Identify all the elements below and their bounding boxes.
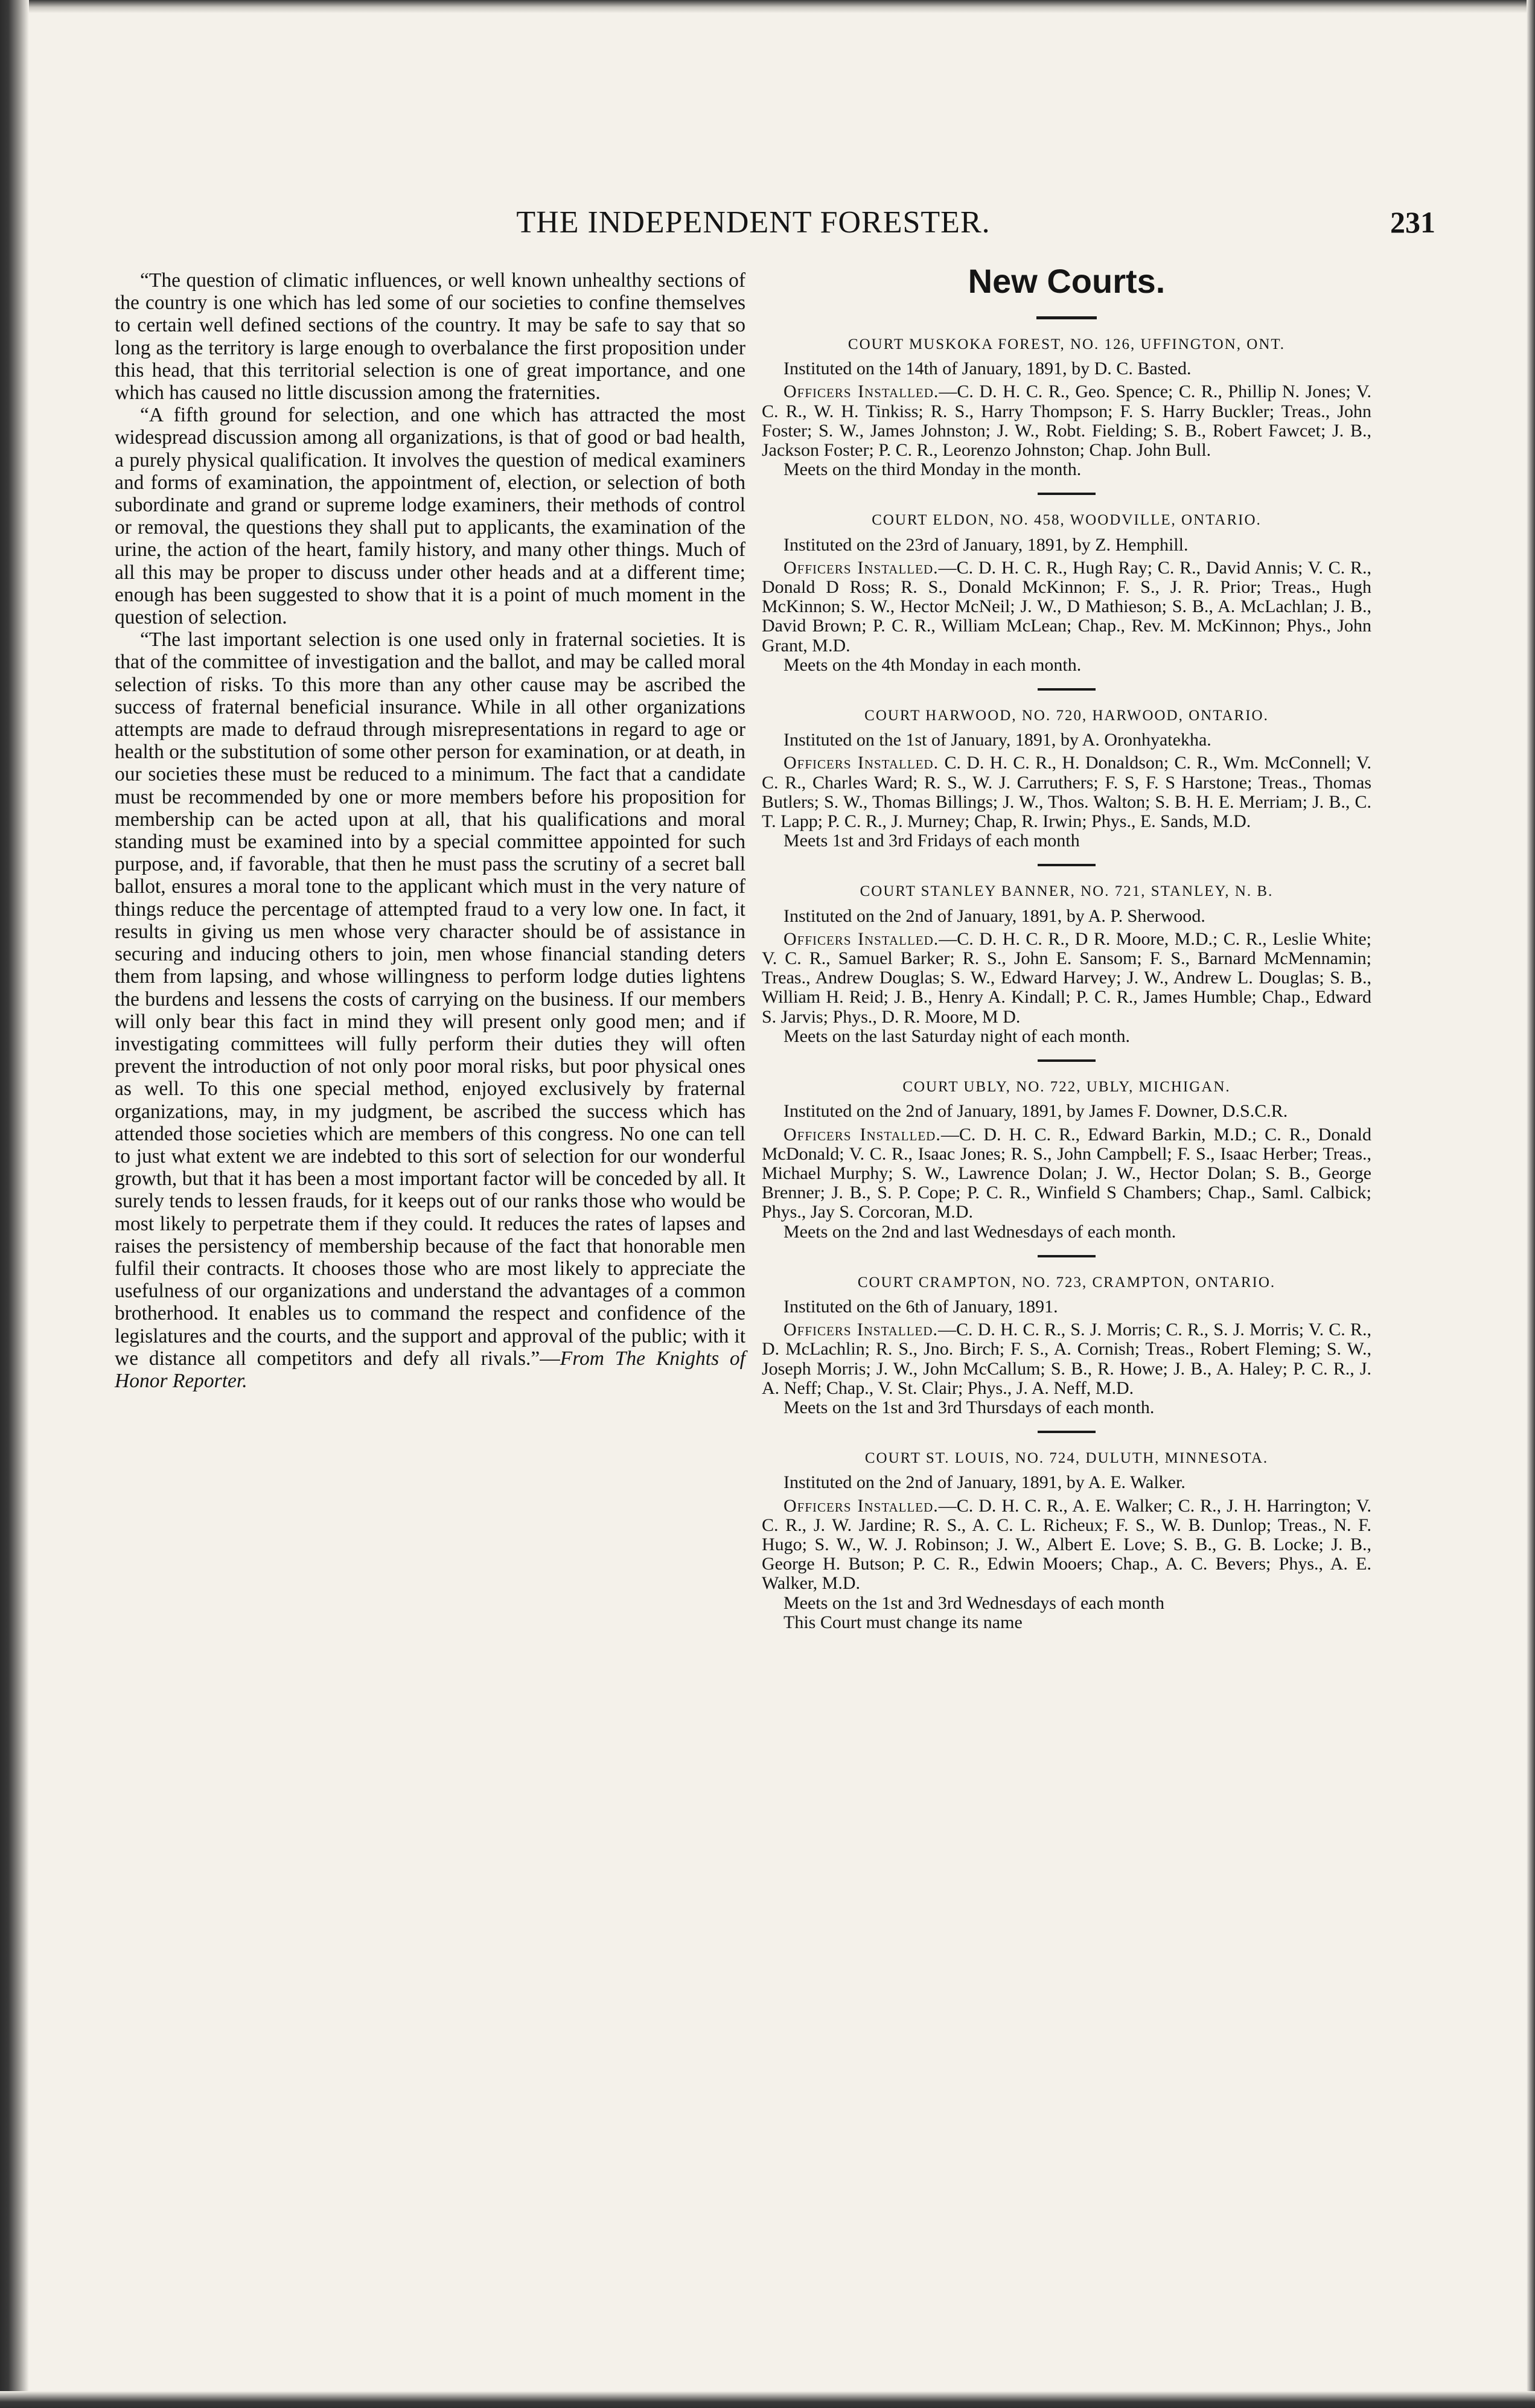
court-entry xyxy=(762,1273,1371,1417)
heading-rule xyxy=(1036,316,1097,319)
court-instituted: Instituted on the 6th of January, 1891. xyxy=(783,1296,1058,1317)
court-officers xyxy=(762,1496,1371,1594)
court-meetings: Meets on the third Monday in the month. xyxy=(783,459,1082,480)
court-instituted: Instituted on the 1st of January, 1891, by A. Oronhyatekha. xyxy=(783,730,1211,750)
court-name: COURT UBLY, NO. 722, UBLY, MICHIGAN. xyxy=(902,1079,1231,1096)
court-entry xyxy=(762,335,1371,479)
court-meetings: Meets on the 1st and 3rd Wednesdays of each month xyxy=(783,1592,1165,1613)
article-attribution: From The Knights of Honor Reporter. xyxy=(115,1347,745,1392)
court-name: COURT HARWOOD, NO. 720, HARWOOD, ONTARIO. xyxy=(864,707,1269,724)
officers-label: Officers Installed. xyxy=(783,557,939,578)
officers-list: —C. D. H. C. R., Hugh Ray; C. R., David Annis; V. C. R., Donald D Ross; R. S., Donald McKinnon; F. S., J. R. Prior; Treas., Hugh McKinnon; S. W., Hector McNeil; J. W., D Mathieson; S. B., A. McLachlan; J. B., David Brown; P. C. R., William McLean; Chap., Rev. M. McKinnon; Phys., John Grant, M.D. xyxy=(762,557,1371,656)
scan-edge-left xyxy=(0,0,29,2408)
scan-edge-right xyxy=(1527,0,1535,2408)
court-instituted: Instituted on the 2nd of January, 1891, by A. E. Walker. xyxy=(783,1472,1186,1493)
article-paragraph: “The question of climatic influences, or well known unhealthy sections of the country is one which has led some of our societies to confine themselves to certain well defined sections of the country. It may be safe to say that so long as the territory is large enough to overbalance the first proposition under this head, that this territorial selection is one of great importance, and one which has caused no little discussion among the fraternities. xyxy=(115,269,745,404)
court-entry xyxy=(762,1078,1371,1242)
court-officers xyxy=(762,558,1371,656)
officers-label: Officers Installed. xyxy=(783,382,939,402)
court-officers xyxy=(762,930,1371,1027)
court-name: COURT ST. LOUIS, NO. 724, DULUTH, MINNESOTA. xyxy=(864,1450,1269,1467)
journal-title: THE INDEPENDENT FORESTER. xyxy=(516,205,991,240)
court-entry xyxy=(762,1449,1371,1632)
officers-list: C. D. H. C. R., H. Donaldson; C. R., Wm. McConnell; V. C. R., Charles Ward; R. S., W. J. Carruthers; F. S, F. S Harstone; Treas., Thomas Butlers; S. W., Thomas Billings; J. W., Thos. Walton; S. B. H. E. Merriam; J. B., C. T. Lapp; P. C. R., J. Murney; Chap, R. Irwin; Phys., E. Sands, M.D. xyxy=(762,753,1371,832)
article-paragraph xyxy=(115,628,745,1392)
court-entry xyxy=(762,882,1371,1046)
court-name: COURT STANLEY BANNER, NO. 721, STANLEY, N. B. xyxy=(860,883,1274,900)
officers-label: Officers Installed. xyxy=(783,753,939,773)
court-divider xyxy=(1038,1431,1096,1433)
court-name: COURT CRAMPTON, NO. 723, CRAMPTON, ONTARIO. xyxy=(857,1274,1276,1291)
court-entry xyxy=(762,706,1371,851)
court-meetings: Meets on the 1st and 3rd Thursdays of each month. xyxy=(783,1397,1155,1417)
officers-list: —C. D. H. C. R., Geo. Spence; C. R., Phillip N. Jones; V. C. R., W. H. Tinkiss; R. S., Harry Thompson; F. S. Harry Buckler; Treas., John Foster; S. W., James Johnston; J. W., Robt. Fielding; S. B., Robert Fawcet; J. B., Jackson Foster; P. C. R., Leorenzo Johnston; Chap. John Bull. xyxy=(762,382,1371,461)
court-meetings: Meets on the 2nd and last Wednesdays of each month. xyxy=(783,1221,1176,1242)
court-meetings: Meets 1st and 3rd Fridays of each month xyxy=(783,831,1080,851)
scan-edge-bottom xyxy=(0,2391,1535,2408)
court-entry xyxy=(762,511,1371,675)
section-heading: New Courts. xyxy=(968,262,1166,300)
page-header xyxy=(150,202,1435,244)
court-instituted: Instituted on the 2nd of January, 1891, by James F. Downer, D.S.C.R. xyxy=(783,1101,1288,1122)
officers-label: Officers Installed. xyxy=(783,1495,939,1516)
court-note: This Court must change its name xyxy=(783,1612,1023,1632)
court-divider xyxy=(1038,1255,1096,1257)
officers-list: —C. D. H. C. R., A. E. Walker; C. R., J. H. Harrington; V. C. R., J. W. Jardine; R. S., A. C. L. Richeux; F. S., W. B. Dunlop; Treas., N. F. Hugo; S. W., W. J. Robinson; J. W., Albert E. Love; S. B., G. B. Locke; J. B., George H. Butson; P. C. R., Edwin Mooers; Chap., A. C. Bevers; Phys., A. E. Walker, M.D. xyxy=(762,1495,1371,1594)
article-column xyxy=(115,269,745,1392)
officers-list: —C. D. H. C. R., S. J. Morris; C. R., S. J. Morris; V. C. R., D. McLachlin; R. S., Jno. Birch; F. S., A. Cornish; Treas., Robert Fleming; S. W., Joseph Morris; J. W., John McCallum; S. B., R. Howe; J. B., A. Haley; P. C. R., J. A. Neff; Chap., V. St. Clair; Phys., J. A. Neff, M.D. xyxy=(762,1320,1371,1398)
court-name: COURT ELDON, NO. 458, WOODVILLE, ONTARIO. xyxy=(872,512,1262,529)
court-instituted: Instituted on the 2nd of January, 1891, by A. P. Sherwood. xyxy=(783,905,1205,926)
court-divider xyxy=(1038,688,1096,691)
court-divider xyxy=(1038,864,1096,866)
officers-list: —C. D. H. C. R., D R. Moore, M.D.; C. R., Leslie White; V. C. R., Samuel Barker; R. S., John E. Sansom; F. S., Barnard McMennamin; Treas., Andrew Douglas; S. W., Edward Harvey; J. W., Andrew L. Douglas; S. B., William H. Reid; J. B., Henry A. Kindall; P. C. R., James Humble; Chap., Edward S. Jarvis; Phys., D. R. Moore, M D. xyxy=(762,928,1371,1027)
court-officers xyxy=(762,1320,1371,1398)
court-instituted: Instituted on the 23rd of January, 1891, by Z. Hemphill. xyxy=(783,534,1189,555)
article-paragraph: “A fifth ground for selection, and one which has attracted the most widespread discussion among all organizations, is that of good or bad health, a purely physical qualification. It involves the question of medical examiners and forms of examination, the appointment of, election, or selection of both subordinate and grand or supreme lodge examiners, their methods of control or removal, the questions they shall put to applicants, the examination of the urine, the action of the heart, family history, and many other things. Much of all this may be proper to discuss under other heads and at a different time; enough has been suggested to show that it is a point of much moment in the question of selection. xyxy=(115,404,745,629)
officers-label: Officers Installed. xyxy=(783,1320,939,1340)
scan-edge-top xyxy=(0,0,1535,13)
officers-list: —C. D. H. C. R., Edward Barkin, M.D.; C. R., Donald McDonald; V. C. R., Isaac Jones; R. S., John Campbell; F. S., Isaac Herber; Treas., Michael Murphy; S. W., Lawrence Dolan; J. W., Hector Dolan; S. B., George Brenner; J. B., S. P. Cope; P. C. R., Winfield S Chambers; Chap., Saml. Calbick; Phys., Jay S. Corcoran, M.D. xyxy=(762,1124,1371,1222)
article-paragraph-text: “The last important selection is one used only in fraternal societies. It is that of the committee of investigation and the ballot, and may be called moral selection of risks. To this more than any other cause may be ascribed the success of fraternal beneficial insurance. While in all other organizations attempts are made to defraud through misrepresentations in regard to age or health or the substitution of some other person for examination, or at death, in our societies these must be reduced to a minimum. The fact that a candidate must be recommended by one or more members before his proposition for membership can be acted upon at all, that his qualifications and moral standing must be examined into by a special committee appointed for such purpose, and, if favorable, that then he must pass the scrutiny of a secret ball ballot, ensures a moral tone to the applicant which must in the very nature of things reduce the percentage of attempted fraud to a very low one. In fact, it results in giving us men whose very character should be of assistance in securing and inducing others to join, men whose financial standing deters them from lapsing, and whose willingness to perform lodge duties lightens the burdens and lessens the costs of carrying on the business. If our members will only bear this fact in mind they will present only good men; and if investigating committees will fully perform their duties they will often prevent the introduction of not only poor moral risks, but poor physical ones as well. To this one special method, enjoyed exclusively by fraternal organizations, may, in my judgment, be ascribed the success which has attended those societies which are members of this congress. No one can tell to just what extent we are indebted to this sort of selection for our wonderful growth, but that it has been a most important factor will be conceded by all. It surely tends to lessen frauds, for it keeps out of our ranks those who would be most likely to perpetrate them if they could. It reduces the rates of lapses and raises the persistency of membership because of the fact that honorable men fulfil their contracts. It chooses those who are most likely to appreciate the usefulness of our organizations and understand the advantages of a common brotherhood. It enables us to command the respect and confidence of the legislatures and the courts, and the support and approval of the public; with it we distance all competitors and defy all rivals.”— xyxy=(115,628,745,1370)
court-name: COURT MUSKOKA FOREST, NO. 126, UFFINGTON, ONT. xyxy=(847,336,1286,353)
page-number: 231 xyxy=(1390,205,1435,239)
court-meetings: Meets on the last Saturday night of each month. xyxy=(783,1026,1131,1046)
court-officers xyxy=(762,382,1371,460)
court-divider xyxy=(1038,1059,1096,1062)
officers-label: Officers Installed. xyxy=(783,1124,941,1145)
court-divider xyxy=(1038,493,1096,495)
court-meetings: Meets on the 4th Monday in each month. xyxy=(783,654,1082,675)
court-officers xyxy=(762,1125,1371,1222)
court-officers xyxy=(762,753,1371,831)
court-instituted: Instituted on the 14th of January, 1891, by D. C. Basted. xyxy=(783,359,1192,379)
new-courts-column xyxy=(762,262,1371,1646)
officers-label: Officers Installed. xyxy=(783,928,939,949)
